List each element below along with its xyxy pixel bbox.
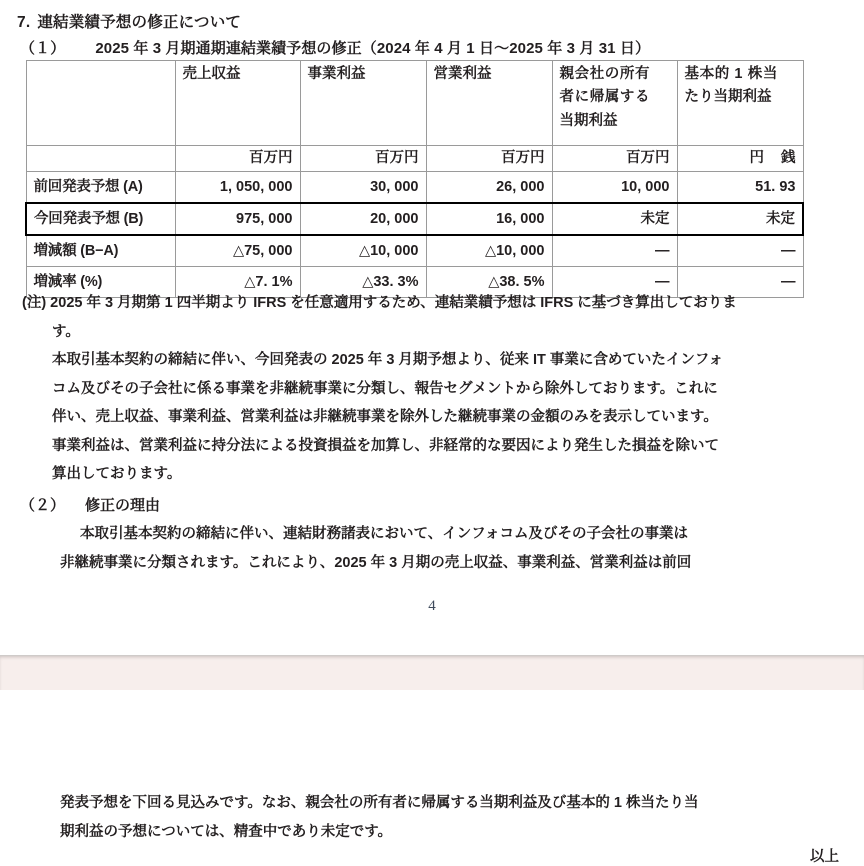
cell-value: △7. 1% <box>175 267 300 298</box>
table-row <box>26 172 803 204</box>
section-number: 7. <box>17 14 31 31</box>
cell-value: 16, 000 <box>426 203 552 235</box>
header-line: 事業利益 <box>307 66 366 82</box>
note-line: す。 <box>52 323 80 340</box>
unit-cell-blank <box>26 146 175 172</box>
unit-cell-revenue: 百万円 <box>175 146 300 172</box>
section-heading <box>17 10 241 32</box>
header-cell-profit-attributable-to-owners <box>552 61 677 146</box>
unit-cell-business-profit: 百万円 <box>300 146 426 172</box>
cell-value: 1, 050, 000 <box>175 172 300 204</box>
table-header-row <box>26 61 803 146</box>
cell-value: 26, 000 <box>426 172 552 204</box>
unit-cell-profit-attributable: 百万円 <box>552 146 677 172</box>
page-separator-band <box>0 655 864 691</box>
header-line: 営業利益 <box>433 66 492 82</box>
cell-value: — <box>552 235 677 267</box>
cell-value: 975, 000 <box>175 203 300 235</box>
subsection-2-label: （２） <box>20 497 66 514</box>
unit-yen: 円 <box>749 150 764 166</box>
cell-value: △33. 3% <box>300 267 426 298</box>
cell-value: △10, 000 <box>426 235 552 267</box>
cell-value: — <box>552 267 677 298</box>
subsection-1-title: 2025 年 3 月期通期連結業績予想の修正（2024 年 4 月 1 日〜2025 年 3 月 31 日） <box>95 40 651 57</box>
subsection-1-heading <box>20 37 650 58</box>
header-cell-basic-eps <box>677 61 803 146</box>
header-line: 基本的 1 株当 <box>684 66 778 82</box>
header-line: 売上収益 <box>182 66 241 82</box>
continuation-line: 発表予想を下回る見込みです。なお、親会社の所有者に帰属する当期利益及び基本的 1 株当たり当 <box>60 795 699 811</box>
closing-mark: 以上 <box>810 849 839 865</box>
note-line: 本取引基本契約の締結に伴い、今回発表の 2025 年 3 月期予想より、従来 IT 事業に含めていたインフォ <box>52 352 724 368</box>
table-notes <box>22 289 842 489</box>
note-line: 事業利益は、営業利益に持分法による投資損益を加算し、非経常的な要因により発生した損益を除いて <box>52 437 719 454</box>
section-title: 連結業績予想の修正について <box>37 14 242 31</box>
row-label-change-rate: 増減率 (%) <box>26 267 175 298</box>
cell-value: 未定 <box>677 203 803 235</box>
subsection-2-body <box>22 520 842 577</box>
cell-value: 30, 000 <box>300 172 426 204</box>
cell-value: 51. 93 <box>677 172 803 204</box>
unit-cell-operating-profit: 百万円 <box>426 146 552 172</box>
row-label-current-forecast: 今回発表予想 (B) <box>26 203 175 235</box>
unit-sen: 銭 <box>781 150 796 166</box>
subsection-1-label: （１） <box>20 40 66 57</box>
note-line: 伴い、売上収益、事業利益、営業利益は非継続事業を除外した継続事業の金額のみを表示しています。 <box>52 409 718 425</box>
header-line: 者に帰属する <box>559 89 651 106</box>
cell-value: — <box>677 235 803 267</box>
note-line: (注) 2025 年 3 月期第 1 四半期より IFRS を任意適用するため、連結業績予想は IFRS に基づき算出しておりま <box>22 295 737 311</box>
continuation-line: 期利益の予想については、精査中であり未定です。 <box>60 823 393 840</box>
cell-value: △10, 000 <box>300 235 426 267</box>
header-cell-blank <box>26 61 175 146</box>
table-row <box>26 235 803 267</box>
cell-value: 20, 000 <box>300 203 426 235</box>
table-units-row <box>26 146 803 172</box>
continuation-body <box>22 789 842 846</box>
row-label-change-amount: 増減額 (B−A) <box>26 235 175 267</box>
cell-value: 未定 <box>552 203 677 235</box>
cell-value: 10, 000 <box>552 172 677 204</box>
page-number: 4 <box>428 598 436 614</box>
header-cell-business-profit <box>300 61 426 146</box>
row-label-previous-forecast: 前回発表予想 (A) <box>26 172 175 204</box>
header-cell-operating-profit <box>426 61 552 146</box>
header-line: 親会社の所有 <box>559 66 651 82</box>
forecast-revision-table <box>25 60 804 298</box>
note-line: 算出しております。 <box>52 466 182 482</box>
note-line: コム及びその子会社に係る事業を非継続事業に分類し、報告セグメントから除外しております。これに <box>52 380 718 397</box>
cell-value: △75, 000 <box>175 235 300 267</box>
header-cell-revenue <box>175 61 300 146</box>
reason-line: 本取引基本契約の締結に伴い、連結財務諸表において、インフォコム及びその子会社の事業は <box>80 526 688 542</box>
header-line: 当期利益 <box>559 112 618 129</box>
subsection-2-title: 修正の理由 <box>85 497 161 514</box>
table-row-current-forecast-emphasis <box>26 203 803 235</box>
header-line: たり当期利益 <box>684 89 772 106</box>
cell-value: — <box>677 267 803 298</box>
subsection-2-heading <box>20 494 160 515</box>
reason-line: 非継続事業に分類されます。これにより、2025 年 3 月期の売上収益、事業利益、営業利益は前回 <box>60 554 692 571</box>
cell-value: △38. 5% <box>426 267 552 298</box>
unit-cell-basic-eps <box>677 146 803 172</box>
